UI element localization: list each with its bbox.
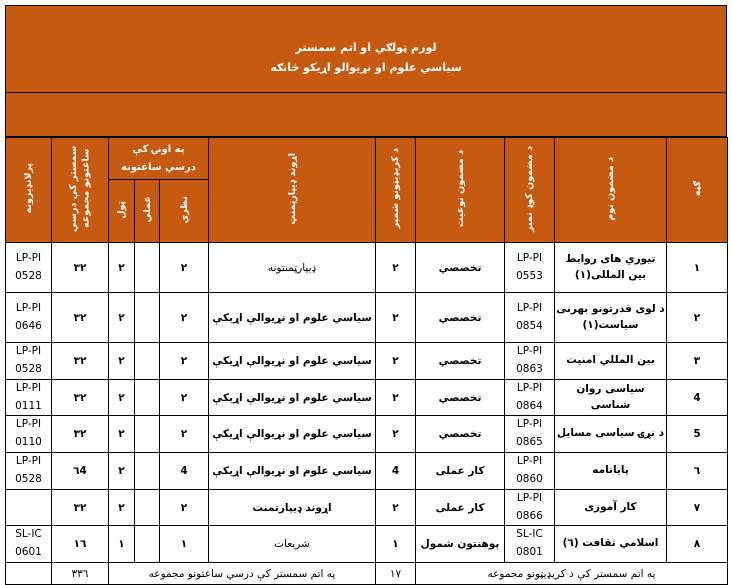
prereq-cell: LP-PI 0111 xyxy=(6,379,52,416)
department-cell: سیاسي علوم او نړیوالې اړیکې xyxy=(209,416,376,453)
theory-cell: ۲ xyxy=(160,416,209,453)
col-number-header: ګڼه xyxy=(667,138,728,243)
theory-cell: ۲ xyxy=(160,489,209,526)
type-cell: تخصصي xyxy=(416,343,505,380)
practical-cell xyxy=(135,416,160,453)
practical-cell xyxy=(135,343,160,380)
table-row xyxy=(6,416,728,453)
col-name-header: د مضمون نوم xyxy=(555,138,667,243)
semester-hours-cell: ۳۲ xyxy=(52,379,109,416)
type-cell: پوهنتون شمول xyxy=(416,526,505,563)
prereq-cell: LP-PI 0528 xyxy=(6,453,52,490)
theory-cell: 4 xyxy=(160,453,209,490)
total-cell: ۲ xyxy=(109,379,135,416)
prereq-cell: LP-PI 0528 xyxy=(6,343,52,380)
semester-hours-cell: ۳۲ xyxy=(52,293,109,343)
type-cell: تخصصي xyxy=(416,293,505,343)
prereq-cell: LP-PI 0110 xyxy=(6,416,52,453)
theory-cell: ۲ xyxy=(160,293,209,343)
title-line-1: لورم ټولګي او اتم سمستر xyxy=(295,41,437,54)
type-cell: تخصصي xyxy=(416,379,505,416)
course-name-cell: اسلامي ثقافت (٦) xyxy=(555,526,667,563)
col-code-header: د مضمون کوډ نمبر xyxy=(505,138,555,243)
table-row xyxy=(6,343,728,380)
course-name-cell: پایانامه xyxy=(555,453,667,490)
total-cell: ۲ xyxy=(109,416,135,453)
theory-cell: ۲ xyxy=(160,243,209,293)
table-row xyxy=(6,243,728,293)
credits-cell: ۱ xyxy=(376,526,416,563)
code-cell: LP-PI 0854 xyxy=(505,293,555,343)
row-number-cell: 4 xyxy=(667,379,728,416)
row-number-cell: ٦ xyxy=(667,453,728,490)
practical-cell xyxy=(135,526,160,563)
total-hours-label: په اتم سمستر کې درسي ساعتونو مجموعه xyxy=(109,563,376,585)
total-cell: ۲ xyxy=(109,293,135,343)
code-cell: LP-PI 0863 xyxy=(505,343,555,380)
course-name-cell: کار آموزی xyxy=(555,489,667,526)
course-name-cell: بین المللي امنیت xyxy=(555,343,667,380)
table-row xyxy=(6,293,728,343)
department-cell: سیاسي علوم او نړیوالې اړیکې xyxy=(209,343,376,380)
row-number-cell: ۲ xyxy=(667,293,728,343)
total-cell: ۲ xyxy=(109,453,135,490)
semester-hours-cell: ۳۲ xyxy=(52,489,109,526)
practical-cell xyxy=(135,379,160,416)
theory-cell: ۲ xyxy=(160,379,209,416)
credits-cell: 4 xyxy=(376,453,416,490)
code-cell: LP-PI 0553 xyxy=(505,243,555,293)
prereq-cell xyxy=(6,489,52,526)
practical-cell xyxy=(135,453,160,490)
total-cell: ۱ xyxy=(109,526,135,563)
theory-cell: ۱ xyxy=(160,526,209,563)
total-hours-value: ۳۳٦ xyxy=(52,563,109,585)
total-cell: ۲ xyxy=(109,343,135,380)
total-credits-value: ۱۷ xyxy=(376,563,416,585)
totals-blank-cell xyxy=(6,563,52,585)
code-cell: SL-IC 0801 xyxy=(505,526,555,563)
code-cell: LP-PI 0864 xyxy=(505,379,555,416)
code-cell: LP-PI 0860 xyxy=(505,453,555,490)
row-number-cell: ۸ xyxy=(667,526,728,563)
prereq-cell: SL-IC 0601 xyxy=(6,526,52,563)
theory-cell: ۲ xyxy=(160,343,209,380)
department-cell: سیاسي علوم او نړیوالې اړیکې xyxy=(209,293,376,343)
department-cell: شریعات xyxy=(209,526,376,563)
col-total-header: ټول xyxy=(109,180,135,243)
credits-cell: ۲ xyxy=(376,379,416,416)
code-cell: LP-PI 0865 xyxy=(505,416,555,453)
table-row xyxy=(6,453,728,490)
prereq-cell: LP-PI 0528 xyxy=(6,243,52,293)
col-department-header: اړوند ډیپارټمنټ xyxy=(209,138,376,243)
table-row xyxy=(6,526,728,563)
credits-cell: ۲ xyxy=(376,243,416,293)
col-credits-header: د کریډیټونو شمېر xyxy=(376,138,416,243)
totals-row xyxy=(6,563,728,585)
table-row xyxy=(6,379,728,416)
credits-cell: ۲ xyxy=(376,416,416,453)
course-name-cell: د لوی قدرتونو بهرنی سیاست(۱) xyxy=(555,293,667,343)
credits-cell: ۲ xyxy=(376,293,416,343)
header-spacer-band xyxy=(5,93,727,137)
semester-hours-cell: ۳۲ xyxy=(52,243,109,293)
course-name-cell: د نړۍ سیاسی مسایل xyxy=(555,416,667,453)
practical-cell xyxy=(135,489,160,526)
type-cell: کار عملی xyxy=(416,453,505,490)
credits-cell: ۲ xyxy=(376,489,416,526)
department-cell: ډیپارټمنتونه xyxy=(209,243,376,293)
semester-hours-cell: ۱٦ xyxy=(52,526,109,563)
title-line-2: سیاسي علوم او نړیوالو اړیکو څانګه xyxy=(270,61,462,74)
type-cell: تخصصي xyxy=(416,243,505,293)
type-cell: کار عملی xyxy=(416,489,505,526)
semester-hours-cell: ٦4 xyxy=(52,453,109,490)
row-number-cell: ۷ xyxy=(667,489,728,526)
semester-hours-cell: ۳۲ xyxy=(52,343,109,380)
total-cell: ۲ xyxy=(109,243,135,293)
col-semester-hours-header: سمستر کې درسي ساعتونو مجموعه xyxy=(52,138,109,243)
practical-cell xyxy=(135,293,160,343)
col-weekly-hours-header: په اونۍ کې درسي ساعتونه xyxy=(109,138,209,180)
semester-hours-cell: ۳۲ xyxy=(52,416,109,453)
type-cell: تخصصي xyxy=(416,416,505,453)
row-number-cell: 5 xyxy=(667,416,728,453)
practical-cell xyxy=(135,243,160,293)
code-cell: LP-PI 0866 xyxy=(505,489,555,526)
department-cell: اړوند ډیپارتمنت xyxy=(209,489,376,526)
course-name-cell: تیوري های روابط بین المللی(۱) xyxy=(555,243,667,293)
department-cell: سیاسي علوم او نړیوالې اړیکې xyxy=(209,453,376,490)
col-prereq-header: پرلانډیزونه xyxy=(6,138,52,243)
curriculum-table xyxy=(5,137,728,585)
row-number-cell: ۳ xyxy=(667,343,728,380)
course-name-cell: سیاسی روان شناسی xyxy=(555,379,667,416)
col-practical-header: عملي xyxy=(135,180,160,243)
col-type-header: د مضمون نوعیت xyxy=(416,138,505,243)
row-number-cell: ۱ xyxy=(667,243,728,293)
title-band xyxy=(5,5,727,93)
table-row xyxy=(6,489,728,526)
prereq-cell: LP-PI 0646 xyxy=(6,293,52,343)
department-cell: سیاسي علوم او نړیوالې اړیکې xyxy=(209,379,376,416)
credits-cell: ۲ xyxy=(376,343,416,380)
total-credits-label: په اتم سمستر کې د کریډیټونو مجموعه xyxy=(416,563,728,585)
col-theory-header: نظري xyxy=(160,180,209,243)
total-cell: ۲ xyxy=(109,489,135,526)
